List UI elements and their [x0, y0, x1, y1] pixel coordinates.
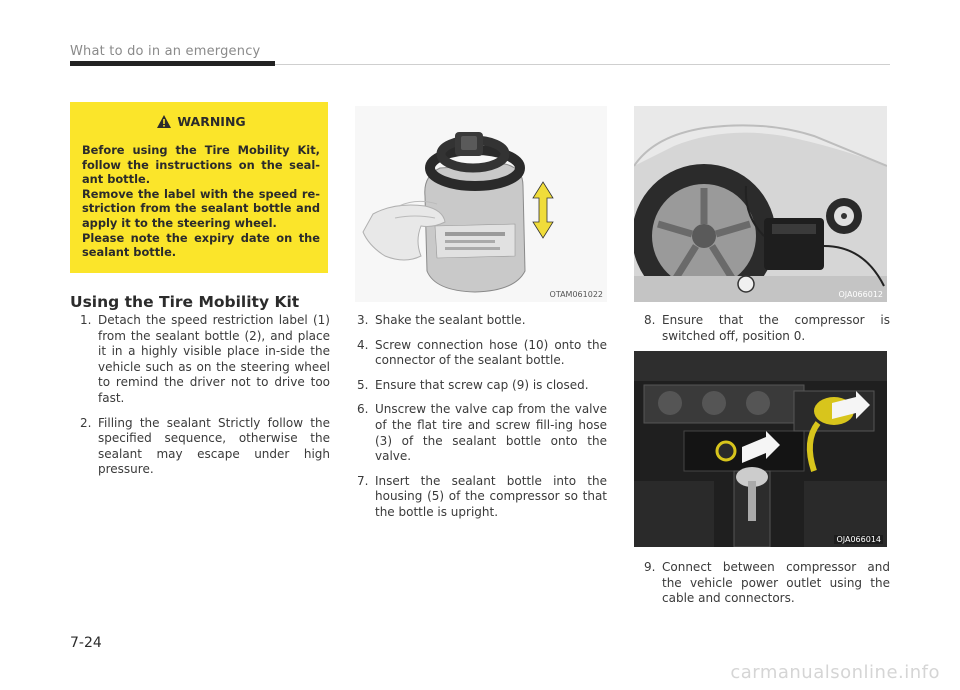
steps-column-2 — [357, 313, 607, 530]
header-title: What to do in an emergency — [70, 44, 261, 59]
step-text: Ensure that the compressor is switched off, position 0. — [662, 313, 890, 343]
warning-triangle-icon — [156, 114, 172, 129]
step-text: Connect between compressor and the vehicle power outlet using the cable and connectors. — [662, 560, 890, 606]
figure-caption: OJA066012 — [838, 290, 883, 299]
figure-caption: OJA066014 — [836, 535, 881, 544]
step-text: Ensure that screw cap (9) is closed. — [375, 377, 589, 392]
steps-column-3b — [644, 560, 890, 616]
warning-paragraph: Remove the label with the speed re-striction from the sealant bottle and apply it to the steering wheel. — [82, 186, 320, 230]
warning-paragraph: Before using the Tire Mobility Kit, follow the instructions on the seal-ant bottle. — [82, 143, 320, 187]
warning-title: WARNING — [177, 114, 246, 129]
step-text: Unscrew the valve cap from the valve of the flat tire and screw fill-ing hose (3) of the sealant bottle onto the valve. — [375, 402, 607, 464]
warning-header — [82, 114, 320, 129]
step-number: 5. — [357, 377, 369, 392]
step-text: Shake the sealant bottle. — [375, 313, 526, 327]
step-number: 7. — [357, 473, 369, 488]
figure-power-outlet — [634, 351, 887, 547]
step-item — [357, 313, 607, 329]
warning-paragraph: Please note the expiry date on the sealant bottle. — [82, 230, 320, 260]
figure-sealant-bottle — [355, 106, 607, 302]
step-item — [357, 402, 607, 464]
step-number: 3. — [357, 313, 369, 327]
step-item — [357, 474, 607, 521]
step-item — [357, 378, 607, 394]
step-item — [644, 313, 890, 344]
power-outlet-illustration — [634, 351, 887, 547]
steps-column-1 — [80, 313, 330, 487]
page-number: 7-24 — [70, 635, 102, 651]
warning-box — [70, 102, 328, 273]
step-text: Screw connection hose (10) onto the connector of the sealant bottle. — [375, 337, 607, 368]
sealant-bottle-illustration — [355, 106, 607, 302]
step-text: Detach the speed restriction label (1) from the sealant bottle (2), and place it in a highly visible place in-side the vehicle such as on the steering wheel to remind the driver not to drive too fast. — [98, 313, 330, 405]
header-bar — [70, 61, 275, 66]
figure-caption: OTAM061022 — [549, 290, 603, 299]
step-number: 8. — [644, 313, 656, 327]
figure-compressor-wheel — [634, 106, 887, 302]
header-divider — [275, 64, 890, 65]
step-text: Filling the sealant Strictly follow the specified sequence, otherwise the sealant may escape under high pressure. — [98, 415, 330, 477]
step-item — [644, 560, 890, 607]
step-number: 2. — [80, 415, 92, 430]
compressor-wheel-illustration — [634, 106, 887, 302]
step-item — [357, 338, 607, 369]
step-item — [80, 313, 330, 407]
step-number: 6. — [357, 402, 369, 417]
step-text: Insert the sealant bottle into the housing (5) of the compressor so that the bottle is upright. — [375, 473, 607, 519]
step-number: 1. — [80, 313, 92, 327]
section-heading: Using the Tire Mobility Kit — [70, 293, 300, 311]
warning-text — [82, 143, 320, 260]
step-number: 4. — [357, 337, 369, 352]
watermark: carmanualsonline.info — [730, 662, 940, 683]
steps-column-3a — [644, 313, 890, 353]
step-number: 9. — [644, 560, 656, 574]
step-item — [80, 416, 330, 478]
